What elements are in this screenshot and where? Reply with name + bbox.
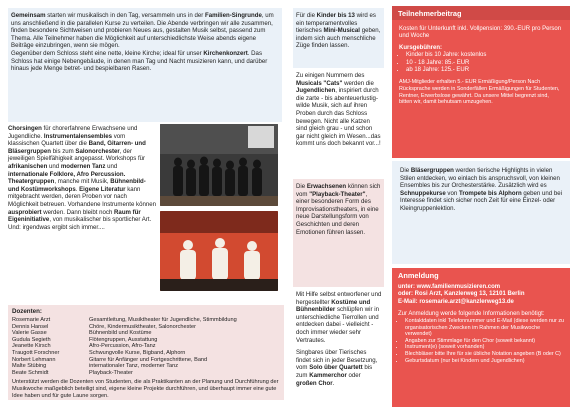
performance-photo xyxy=(160,211,278,291)
requirement-item: • Angaben zur Stimmlage für den Chor (soweit bekannt) xyxy=(405,338,564,345)
adults-paragraph: Die Erwachsenen können sich vom "Playback-Theater", einer besonderen Form des Improvisationstheaters, in eine neue Darstellungsform von Geschichten und deren Emotionen führen lassen. xyxy=(296,183,381,236)
instructor-role: Playback-Theater xyxy=(89,369,133,376)
adults-block xyxy=(293,179,384,287)
courses-paragraph: Chorsingen für chorerfahrene Erwachsene und Jugendliche. Instrumentalensembles vom klassischen Quartett über die Band, Gitarren- und Bläsergruppen bis zum Salonorchester, der jeweiligen Spielfähigkeit angepasst. Workshops für afrikanischen und modernen Tanz und internationale Folklore, Afro Percussion. Theatergruppen, manche mit Musik, Bühnenbild- und Kostümworkshops. Eigene Literatur kann mitgebracht werden, deren Proben vor nach Möglichkeit betreuen. Vorhandene Instrumente können ausprobiert werden. Dann bleibt noch Raum für Eigeninitiative, von musikalischer bis sportlicher Art. Und: irgendwas ergibt sich immer.... xyxy=(8,125,157,231)
instructor-name: Malte Stübing xyxy=(12,363,47,370)
instructor-name: Rosemarie Arzt xyxy=(12,317,51,323)
requirement-item: • Instrument(e) (soweit vorhanden) xyxy=(405,344,564,351)
intro-lead: Gemeinsam xyxy=(11,12,46,19)
intro-paragraph-2: Gegenüber dem Schloss steht eine nette, kleine Kirche; ideal für unser Kirchenkonzert. Das Schloss hat einige Nebengebäude, in denen man Tag und Nacht musizieren kann, und darüber hinaus jede Menge betret- und bespielbaren Rasen. xyxy=(11,49,268,73)
requirement-item: • Blechbläser bitte Ihre für sie übliche Notation angeben (B oder C) xyxy=(405,351,564,358)
fees-heading: Teilnehmerbeitrag xyxy=(392,6,570,20)
requirement-item: • Kontaktdaten inkl Telefonnummer und E-Mail (diese werden nur zu organisatorischen Zwecken im Rahmen der Musikwoche verwendet) xyxy=(405,318,564,338)
left-column xyxy=(0,0,284,407)
registration-address: oder: Rosi Arzt, Kanzlerweg 13, 12101 Berlin xyxy=(398,291,525,298)
fees-discount-note: AMJ-Mitglieder erhalten 5.- EUR Ermäßigung/Person Nach Rücksprache werden in Sonderfällen Ermäßigungen für Studenten, Rentner, Erwerbslose gewährt. Da unsere Mittel begrenzt sind, bitten wir, damit behutsam umzugehen. xyxy=(399,79,560,106)
costumes-paragraph: Mit Hilfe selbst entworfener und hergestellter Kostüme und Bühnenbilder schlüpfen wir in unterschiedliche Tierrollen und entdecken dabei - vielleicht - doch immer wieder sehr Vertrautes. Singbares über Tierisches findet sich in jeder Besetzung, vom Solo über Quartett bis zum Kammerchor oder großen Chor. xyxy=(296,291,382,387)
instructor-name: Norbert Lehmann xyxy=(12,356,56,363)
performers-image xyxy=(160,211,278,291)
intro-paragraph: Gemeinsam starten wir musikalisch in den Tag, versammeln uns in der Familien-Singrunde, um uns anschließend in die parallelen Kurse zu verteilen. Die Abende verbringen wir alle zusammen, finden besondere Sichtweisen und probieren Neues aus, gestalten Musik selbst, passend zum Thema. Alle Teilnehmer haben die Möglichkeit auf unterschiedlichste Weise abends eigene Beiträge einzubringen, wenn sie mögen. xyxy=(11,12,274,50)
instructor-role: Gesamtleitung, Musiktheater für Jugendliche, Stimmbildung xyxy=(89,317,237,323)
instructor-role: internationaler Tanz, moderner Tanz xyxy=(89,363,179,370)
instructor-names xyxy=(12,317,89,376)
kids-block xyxy=(293,8,384,68)
course-fee-item: • 10 - 18 Jahre: 85.- EUR xyxy=(406,60,563,67)
registration-heading: Anmeldung xyxy=(398,271,439,280)
instructors-block xyxy=(8,305,284,400)
instructor-role: Bühnenbild und Kostüme xyxy=(89,330,152,337)
musical-paragraph: Zu einigen Nummern des Musicals "Cats" werden die Jugendlichen, inspiriert durch die zarte - bis abenteuerlustig-wilde Musik, sich auf ihren Proben durch das Schloss bewegen. Nicht alle Katzen sind gleich grau - und schon gar nicht gleich im Wesen...das kommt uns doch bekannt vor...! xyxy=(296,72,381,148)
instructor-name: Gudula Segieth xyxy=(12,336,51,343)
right-column xyxy=(392,0,570,407)
registration-requirements xyxy=(398,318,564,364)
instructor-name: Valerie Gasse xyxy=(12,330,47,337)
choir-figures-image xyxy=(160,124,278,206)
brass-block: Die Bläsergruppen werden tierische Highlights in vielen Stilen entdecken, wo einlach bis anspruchsvoll, von kleinen Ensembles bis zur Orchesterstärke. Zusätzlich wird es Schnuppekurse von Trompete bis Alphorn geben und bei Interesse findet sich sicher noch Zeit für eine Einzel- oder Kleingruppenlektion. xyxy=(392,161,570,264)
registration-intro: Zur Anmeldung werde folgende Informationen benötigt: xyxy=(398,310,545,317)
instructor-role: Schwungvolle Kurse, Bigband, Alphorn xyxy=(89,349,186,356)
course-fee-item: • ab 18 Jahre: 125.- EUR xyxy=(406,67,563,74)
instructors-footer: Unterstützt werden die Dozenten von Studenten, die als Praktikanten an der Planung und Durchführung der Musikwoche maßgeblich beteiligt sind, eigene kleine Projekte durchführen, und überhaupt immer eine gute Idee haben und für gute Laune sorgen. xyxy=(12,379,279,399)
registration-email[interactable]: E-Mail: rosemarie.arzt@kanzlerweg13.de xyxy=(398,298,514,305)
requirement-item: • Geburtsdatum (nur bei Kindern und Jugendlichen) xyxy=(405,358,564,365)
registration-block xyxy=(392,268,570,407)
kids-paragraph: Für die Kinder bis 13 wird es ein temperamentvolles tierisches Mini-Musical geben, indem sich auch menschliche Züge finden lassen. xyxy=(296,12,381,50)
registration-web[interactable]: unter: www.familienmusizieren.com xyxy=(398,284,501,291)
middle-column xyxy=(293,0,384,407)
instructor-role: Chöre, Kindermusiktheater, Salonorchester xyxy=(89,323,196,330)
instructor-role: Afro-Percussion, Afro-Tanz xyxy=(89,343,156,350)
course-fee-item: • Kinder bis 10 Jahre: kostenlos xyxy=(406,52,563,59)
instructor-name: Jeanette Kirsch xyxy=(12,343,51,350)
instructor-name: Beate Schmidt xyxy=(12,369,49,376)
intro-block xyxy=(8,8,282,122)
instructors-table xyxy=(12,317,280,376)
courses-block xyxy=(8,125,158,299)
course-fees-list xyxy=(399,52,563,74)
instructors-heading: Dozenten: xyxy=(12,308,42,315)
fees-accommodation: Kosten für Unterkunft inkl. Vollpension: 390.-EUR pro Person und Woche xyxy=(399,26,562,40)
instructor-role: Flötengruppen, Ausstattung xyxy=(89,336,158,343)
instructor-name: Traugott Forschner xyxy=(12,349,60,356)
choir-rehearsal-photo xyxy=(160,124,278,206)
instructor-roles xyxy=(89,317,280,376)
course-fees-heading: Kursgebühren: xyxy=(399,44,443,51)
fees-block xyxy=(392,6,570,158)
instructor-name: Dennis Hansel xyxy=(12,323,49,330)
instructor-role: Gitarre für Anfänger und Fortgeschrittene, Band xyxy=(89,356,208,363)
